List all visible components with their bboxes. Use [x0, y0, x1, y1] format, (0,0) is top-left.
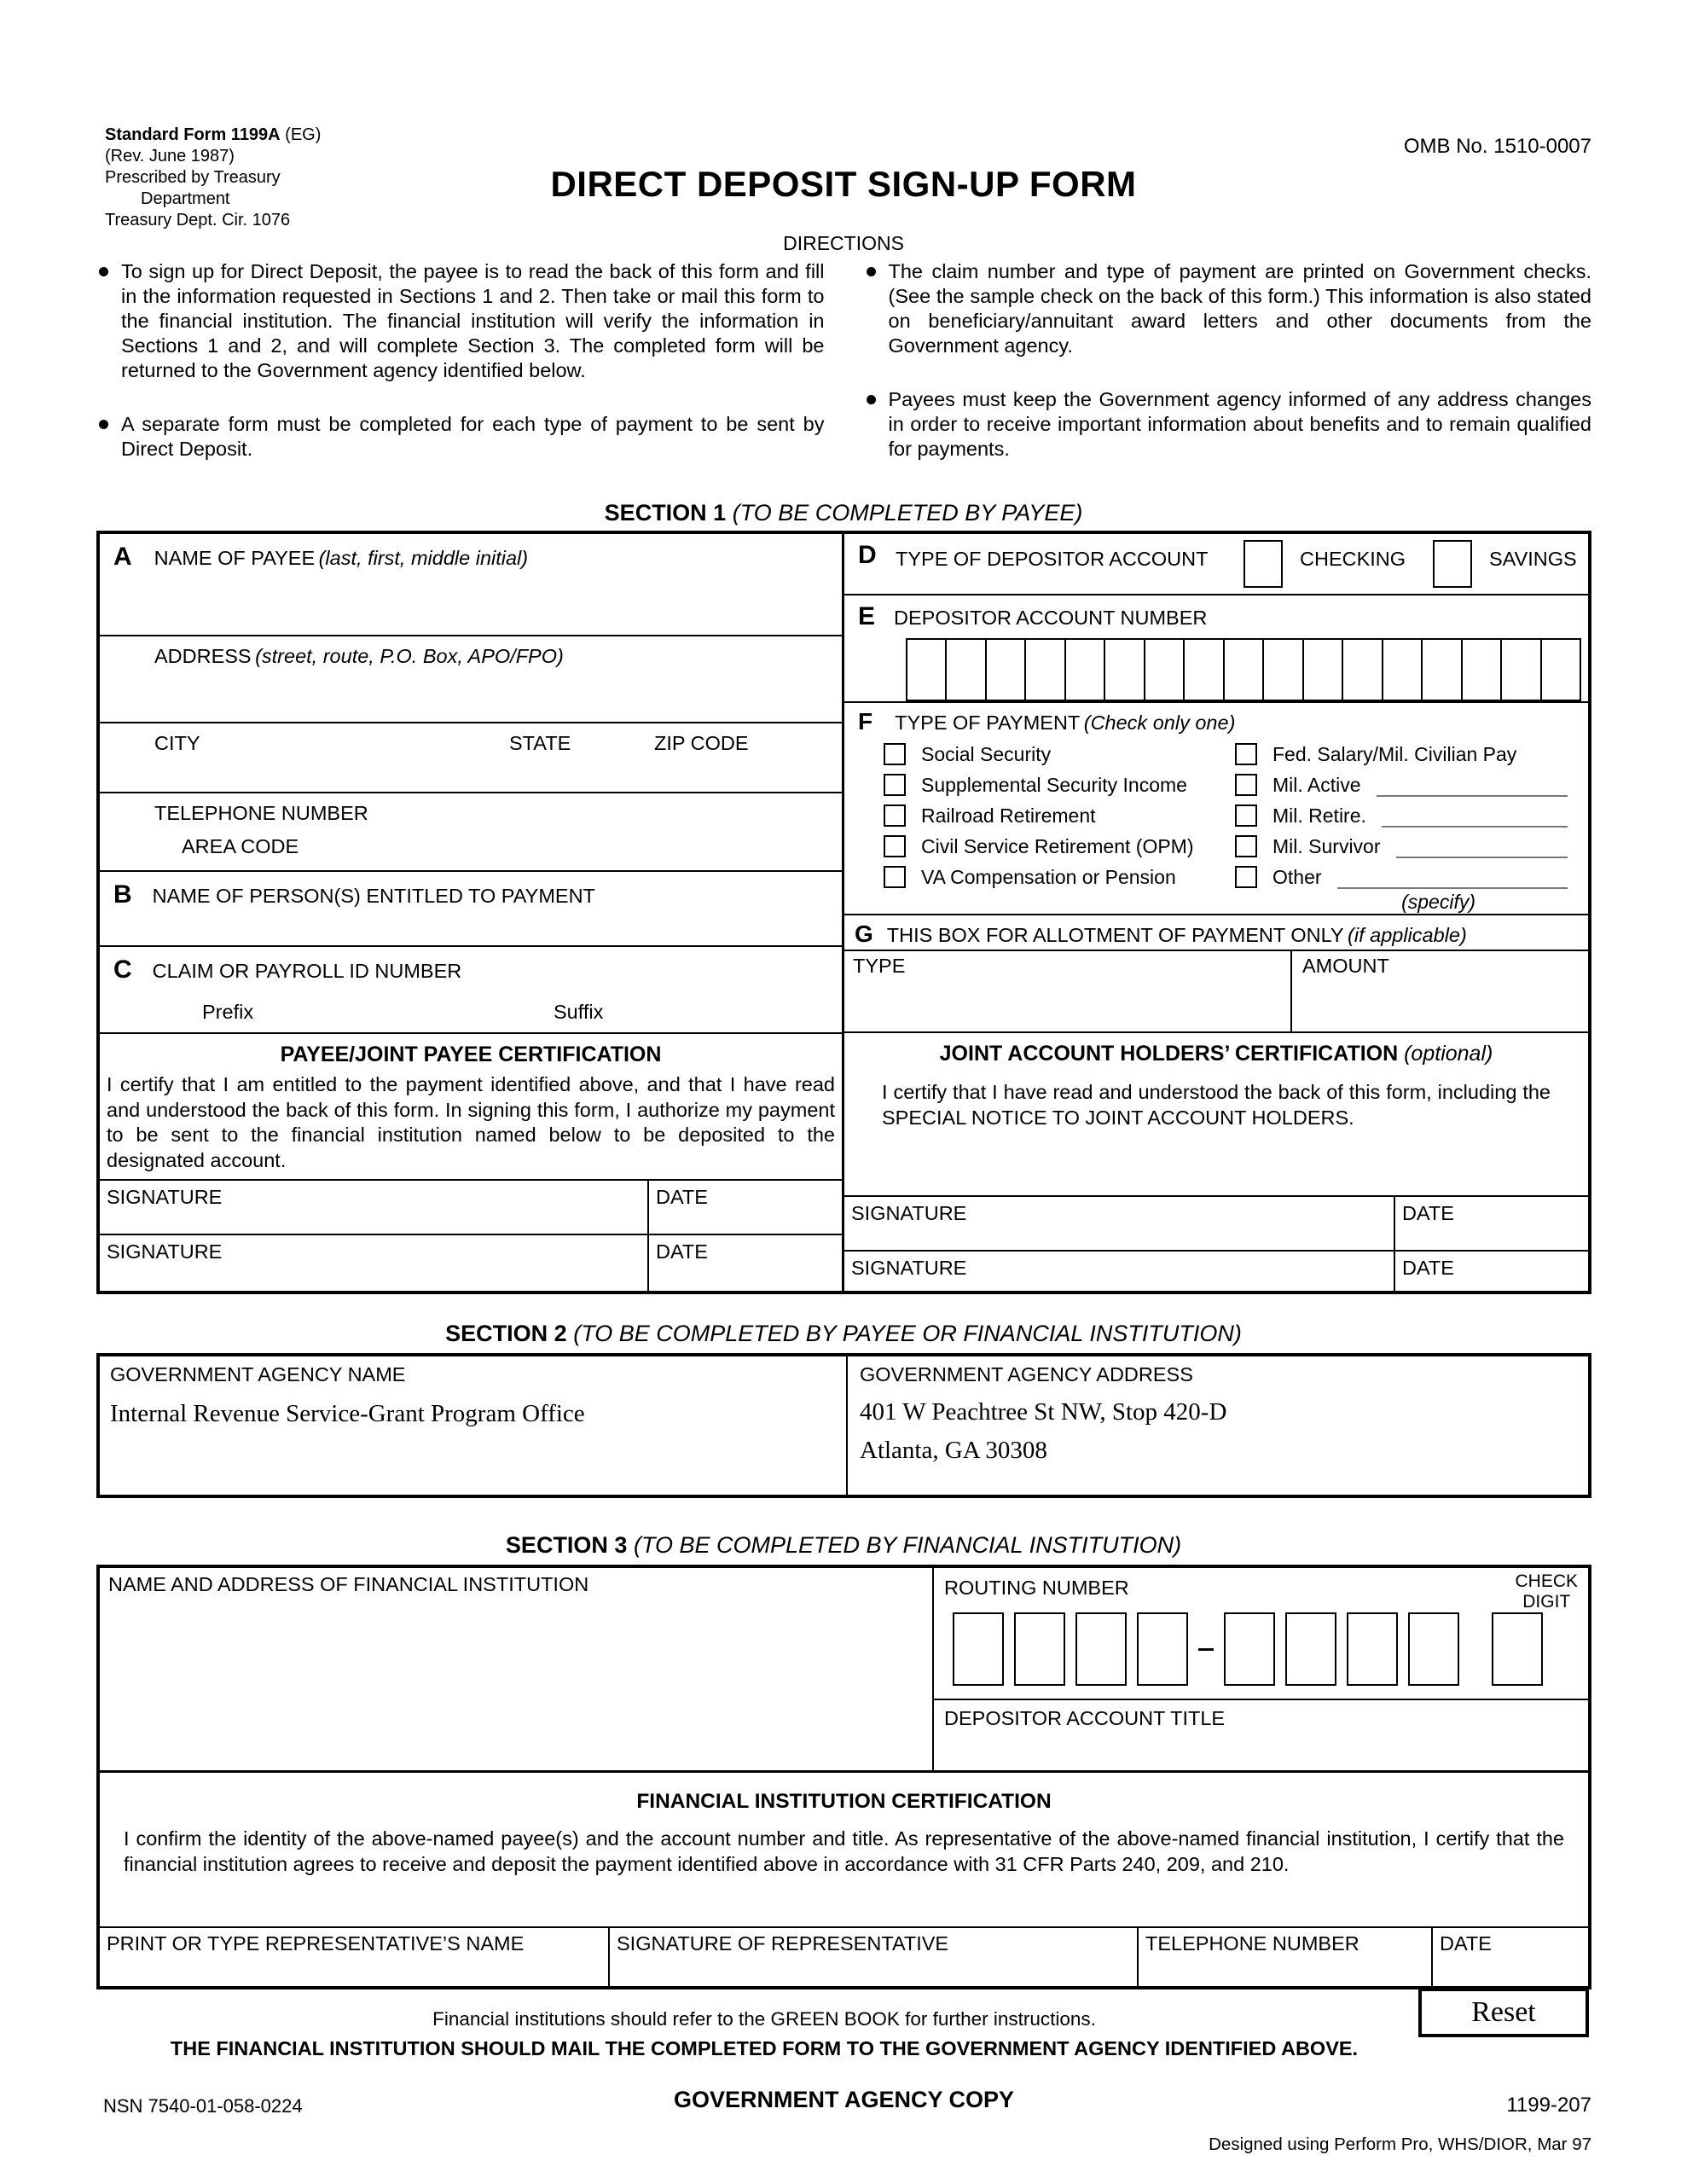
checking-label: CHECKING: [1300, 548, 1406, 570]
payee-name-label: NAME OF PAYEE: [154, 547, 316, 569]
account-number-box[interactable]: [1502, 640, 1541, 700]
directions: [96, 259, 1591, 462]
section2-heading-bold: SECTION 2: [445, 1321, 567, 1346]
section3-top-row: [100, 1568, 1588, 1773]
fi-certification-text: I confirm the identity of the above-named payee(s) and the account number and title. As representative of the above-named financial institution, I certify that the financial institution agrees to receive and deposit the payment identified above in accordance with 31 CFR Parts 240, 209, and 210.: [124, 1827, 1564, 1875]
account-number-box[interactable]: [947, 640, 986, 700]
address-field[interactable]: [100, 636, 842, 723]
agency-address-field[interactable]: [848, 1356, 1588, 1495]
direction-item: [864, 387, 1592, 462]
fi-certification-heading: FINANCIAL INSTITUTION CERTIFICATION: [636, 1790, 1052, 1813]
area-code-label: AREA CODE: [182, 835, 299, 857]
account-number-box[interactable]: [1105, 640, 1145, 700]
form-title: DIRECT DEPOSIT SIGN-UP FORM: [550, 164, 1137, 204]
joint-certification-hint: (optional): [1404, 1042, 1493, 1066]
account-number-box[interactable]: [987, 640, 1026, 700]
section3-heading-italic: (TO BE COMPLETED BY FINANCIAL INSTITUTION): [633, 1532, 1182, 1558]
routing-number-area: [934, 1568, 1588, 1700]
joint-signature-row-1: [844, 1197, 1588, 1252]
routing-number-boxes: [953, 1612, 1553, 1686]
section1-heading: [0, 500, 1687, 526]
option-label: Mil. Active: [1272, 773, 1361, 796]
depositor-account-title-label: DEPOSITOR ACCOUNT TITLE: [944, 1707, 1226, 1729]
city-label: CITY: [154, 732, 200, 754]
footer-notes: [96, 2008, 1432, 2060]
section3-heading-bold: SECTION 3: [505, 1532, 628, 1558]
routing-group-1: [953, 1612, 1198, 1686]
form-revision: (Rev. June 1987): [105, 147, 235, 166]
payment-options: [858, 739, 1588, 914]
reset-button[interactable]: Reset: [1418, 1988, 1589, 2037]
date-label: DATE: [656, 1186, 708, 1208]
account-number-box[interactable]: [1383, 640, 1423, 700]
railroad-retirement-checkbox[interactable]: [884, 804, 906, 827]
routing-digit-box[interactable]: [1347, 1612, 1398, 1686]
address-hint: (street, route, P.O. Box, APO/FPO): [255, 645, 564, 667]
mil-retire-write-in[interactable]: [1382, 807, 1568, 828]
financial-institution-label: NAME AND ADDRESS OF FINANCIAL INSTITUTION: [108, 1573, 589, 1595]
payee-certification-text: I certify that I am entitled to the payment identified above, and that I have read and understood the back of this form. In signing this form, I authorize my payment to be sent to the financial institution named below to be deposited to the designated account.: [107, 1073, 835, 1171]
account-number-box[interactable]: [1343, 640, 1383, 700]
directions-left-column: [96, 259, 825, 462]
option-label: Other: [1272, 865, 1322, 888]
account-number-box[interactable]: [1026, 640, 1065, 700]
depositor-account-number-row: [844, 595, 1588, 703]
bullet-icon: [99, 420, 108, 429]
option-mil-active: [1235, 770, 1569, 800]
signature-label: SIGNATURE: [851, 1257, 967, 1279]
bullet-icon: [867, 267, 876, 276]
prescribed-line2: Department: [141, 189, 230, 208]
depositor-account-type-row: [844, 534, 1588, 595]
date-label: DATE: [1402, 1202, 1454, 1224]
directions-heading: DIRECTIONS: [783, 232, 904, 254]
claim-number-label: CLAIM OR PAYROLL ID NUMBER: [152, 960, 462, 982]
allotment-row: [844, 915, 1588, 1033]
checking-checkbox[interactable]: [1244, 540, 1283, 588]
form-id-suffix: (EG): [280, 125, 322, 144]
agency-name-value: Internal Revenue Service-Grant Program Office: [110, 1400, 585, 1427]
account-number-label: DEPOSITOR ACCOUNT NUMBER: [894, 607, 1208, 629]
allotment-type-label: TYPE: [853, 955, 906, 977]
section2-heading-italic: (TO BE COMPLETED BY PAYEE OR FINANCIAL INSTITUTION): [573, 1321, 1242, 1346]
option-civil-service: [884, 831, 1235, 862]
option-ssi: [884, 770, 1235, 800]
section1-right-column: [844, 534, 1588, 1291]
signature-label: SIGNATURE: [107, 1186, 223, 1208]
payment-type-hint: (Check only one): [1083, 712, 1236, 734]
allotment-hint: (if applicable): [1348, 924, 1467, 946]
option-label: Mil. Retire.: [1272, 804, 1366, 827]
representative-signature-field[interactable]: [610, 1928, 1139, 1986]
routing-digit-box[interactable]: [1224, 1612, 1275, 1686]
prescribed-line3: Treasury Dept. Cir. 1076: [105, 211, 291, 229]
agency-address-line2: Atlanta, GA 30308: [860, 1437, 1047, 1464]
account-number-box[interactable]: [907, 640, 947, 700]
payee-signature-field-1[interactable]: [100, 1181, 647, 1234]
option-label: Fed. Salary/Mil. Civilian Pay: [1272, 742, 1517, 765]
routing-group-2: [1224, 1612, 1470, 1686]
joint-certification: [844, 1033, 1588, 1197]
financial-institution-certification: [100, 1773, 1588, 1928]
section3-bottom-row: [100, 1928, 1588, 1986]
fed-salary-checkbox[interactable]: [1235, 743, 1257, 765]
routing-digit-box[interactable]: [1014, 1612, 1065, 1686]
check-digit-line2: DIGIT: [1522, 1592, 1571, 1612]
va-compensation-checkbox[interactable]: [884, 866, 906, 888]
item-letter-g: G: [855, 921, 873, 947]
option-mil-survivor: [1235, 831, 1569, 862]
section1-table: [96, 531, 1591, 1294]
address-label: ADDRESS: [154, 645, 252, 667]
joint-certification-text: I certify that I have read and understood the back of this form, including the SPECIAL NOTICE TO JOINT ACCOUNT HOLDERS.: [882, 1081, 1551, 1129]
representative-date-label: DATE: [1440, 1932, 1492, 1955]
account-number-box[interactable]: [1463, 640, 1502, 700]
payee-signature-row-1: [100, 1181, 842, 1235]
type-of-payment-row: [844, 703, 1588, 915]
section3-table: [96, 1565, 1591, 1989]
designed-note: Designed using Perform Pro, WHS/DIOR, Mar 97: [1209, 2135, 1591, 2154]
option-label: Social Security: [921, 742, 1052, 765]
joint-signature-row-2: [844, 1252, 1588, 1291]
routing-digit-box[interactable]: [1408, 1612, 1459, 1686]
specify-hint: (specify): [1401, 891, 1475, 913]
telephone-label: TELEPHONE NUMBER: [154, 802, 368, 824]
option-label: Mil. Survivor: [1272, 834, 1381, 857]
section3-heading: [0, 1532, 1687, 1559]
mil-survivor-write-in[interactable]: [1396, 838, 1568, 858]
form-number: 1199-207: [1506, 2094, 1591, 2117]
allotment-cells: [844, 951, 1588, 1031]
representative-telephone-field[interactable]: [1139, 1928, 1433, 1986]
option-railroad-retirement: [884, 800, 1235, 831]
direction-text: To sign up for Direct Deposit, the payee is to read the back of this form and fill in the information requested in Sections 1 and 2. Then take or mail this form to the financial institution. The financial institution will verify the information in Sections 1 and 2, and will complete Section 3. The completed form will be returned to the Government agency identified below.: [121, 260, 825, 381]
zip-label: ZIP CODE: [654, 732, 749, 754]
bullet-icon: [99, 267, 108, 276]
option-va-compensation: [884, 862, 1235, 892]
agency-name-field[interactable]: [100, 1356, 848, 1495]
direction-item: [864, 259, 1592, 358]
payee-signature-field-2[interactable]: [100, 1235, 647, 1291]
financial-institution-field[interactable]: [100, 1568, 934, 1770]
date-label: DATE: [656, 1240, 708, 1263]
account-number-box[interactable]: [1304, 640, 1343, 700]
ssi-checkbox[interactable]: [884, 774, 906, 796]
form-id: Standard Form 1199A: [105, 125, 281, 144]
account-number-box[interactable]: [1264, 640, 1303, 700]
agency-address-label: GOVERNMENT AGENCY ADDRESS: [860, 1363, 1193, 1385]
direction-text: Payees must keep the Government agency informed of any address changes in order to receive important information about benefits and to remain qualified for payments.: [888, 388, 1591, 460]
joint-certification-heading: [844, 1042, 1588, 1066]
state-label: STATE: [509, 732, 571, 754]
joint-signature-field-2[interactable]: [844, 1252, 1394, 1291]
account-number-box[interactable]: [1066, 640, 1105, 700]
account-number-box[interactable]: [1225, 640, 1264, 700]
suffix-label: Suffix: [554, 1001, 604, 1023]
account-type-label: TYPE OF DEPOSITOR ACCOUNT: [896, 548, 1209, 570]
account-number-box[interactable]: [1145, 640, 1185, 700]
item-letter-c: C: [113, 956, 132, 984]
payee-signature-row-2: [100, 1235, 842, 1291]
routing-dash: [1198, 1648, 1214, 1651]
check-digit-line1: CHECK: [1515, 1571, 1578, 1591]
routing-digit-box[interactable]: [953, 1612, 1004, 1686]
account-number-box[interactable]: [1542, 640, 1580, 700]
representative-telephone-label: TELEPHONE NUMBER: [1145, 1932, 1359, 1955]
green-book-note: Financial institutions should refer to the GREEN BOOK for further instructions.: [432, 2008, 1096, 2030]
option-mil-retire: [1235, 800, 1569, 831]
payment-type-label: TYPE OF PAYMENT: [895, 712, 1081, 734]
prefix-label: Prefix: [202, 1001, 254, 1023]
bullet-icon: [867, 395, 876, 404]
section2-heading: [0, 1321, 1687, 1347]
representative-date-field[interactable]: [1433, 1928, 1588, 1986]
joint-date-field-2[interactable]: [1394, 1252, 1588, 1291]
allotment-label: THIS BOX FOR ALLOTMENT OF PAYMENT ONLY: [886, 924, 1344, 946]
copy-designation: GOVERNMENT AGENCY COPY: [673, 2087, 1015, 2112]
option-label: Civil Service Retirement (OPM): [921, 834, 1194, 857]
allotment-amount-label: AMOUNT: [1302, 955, 1389, 977]
item-letter-f: F: [858, 708, 873, 735]
payment-options-right: [1235, 739, 1569, 914]
check-digit-label: [1515, 1571, 1578, 1612]
mail-notice: THE FINANCIAL INSTITUTION SHOULD MAIL THE COMPLETED FORM TO THE GOVERNMENT AGENCY IDENTIFIED ABOVE.: [170, 2037, 1359, 2059]
payee-name-hint: (last, first, middle initial): [318, 547, 529, 569]
item-letter-d: D: [858, 541, 877, 569]
mil-retire-checkbox[interactable]: [1235, 804, 1257, 827]
option-label: Railroad Retirement: [921, 804, 1096, 827]
payee-certification: [100, 1034, 842, 1181]
option-social-security: [884, 739, 1235, 770]
section1-heading-bold: SECTION 1: [604, 500, 727, 526]
account-number-box[interactable]: [1423, 640, 1462, 700]
joint-date-field-1[interactable]: [1394, 1197, 1588, 1250]
other-checkbox[interactable]: [1235, 866, 1257, 888]
representative-signature-label: SIGNATURE OF REPRESENTATIVE: [617, 1932, 949, 1955]
signature-label: SIGNATURE: [107, 1240, 223, 1263]
allotment-amount-field[interactable]: [1292, 951, 1588, 1031]
payee-name-field[interactable]: [100, 534, 842, 636]
section1-heading-italic: (TO BE COMPLETED BY PAYEE): [732, 500, 1083, 526]
agency-name-label: GOVERNMENT AGENCY NAME: [110, 1363, 406, 1385]
joint-signature-field-1[interactable]: [844, 1197, 1394, 1250]
claim-number-field[interactable]: [100, 947, 842, 1034]
option-label: Supplemental Security Income: [921, 773, 1187, 796]
savings-label: SAVINGS: [1489, 548, 1577, 570]
nsn-number: NSN 7540-01-058-0224: [103, 2095, 303, 2117]
option-other: [1235, 862, 1569, 892]
payee-date-field-2[interactable]: [647, 1235, 842, 1291]
person-entitled-field[interactable]: [100, 872, 842, 947]
joint-certification-heading-text: JOINT ACCOUNT HOLDERS’ CERTIFICATION: [939, 1042, 1399, 1066]
representative-name-field[interactable]: [100, 1928, 610, 1986]
savings-checkbox[interactable]: [1433, 540, 1472, 588]
routing-column: [934, 1568, 1588, 1770]
footer-row: [96, 2082, 1591, 2124]
directions-right-column: [864, 259, 1592, 462]
payee-certification-heading: PAYEE/JOINT PAYEE CERTIFICATION: [280, 1043, 662, 1066]
prescribed-line1: Prescribed by Treasury: [105, 168, 281, 187]
other-write-in[interactable]: [1337, 868, 1568, 889]
direction-item: [96, 259, 825, 383]
option-fed-salary: [1235, 739, 1569, 770]
omb-number: OMB No. 1510-0007: [1403, 135, 1591, 158]
item-letter-a: A: [113, 543, 132, 571]
mil-active-write-in[interactable]: [1377, 776, 1568, 797]
routing-digit-box[interactable]: [1137, 1612, 1188, 1686]
representative-name-label: PRINT OR TYPE REPRESENTATIVE’S NAME: [107, 1932, 525, 1955]
section1-left-column: [100, 534, 844, 1291]
telephone-field[interactable]: [100, 793, 842, 872]
check-digit-box[interactable]: [1492, 1612, 1543, 1686]
routing-number-label: ROUTING NUMBER: [944, 1577, 1129, 1599]
option-label: VA Compensation or Pension: [921, 865, 1176, 888]
civil-service-checkbox[interactable]: [884, 835, 906, 857]
section2-table: [96, 1353, 1591, 1498]
city-state-zip-field[interactable]: [100, 723, 842, 793]
direction-item: [96, 412, 825, 462]
social-security-checkbox[interactable]: [884, 743, 906, 765]
item-letter-e: E: [858, 602, 876, 630]
item-letter-b: B: [113, 880, 132, 909]
allotment-type-field[interactable]: [844, 951, 1292, 1031]
person-entitled-label: NAME OF PERSON(S) ENTITLED TO PAYMENT: [152, 885, 595, 907]
allotment-heading: [844, 915, 1588, 951]
direction-text: The claim number and type of payment are printed on Government checks. (See the sample check on the back of this form.) This information is also stated on beneficiary/annuitant award letters and other documents from the Government agency.: [888, 260, 1591, 357]
mil-active-checkbox[interactable]: [1235, 774, 1257, 796]
direction-text: A separate form must be completed for each type of payment to be sent by Direct Deposit.: [121, 413, 825, 460]
account-number-box[interactable]: [1185, 640, 1224, 700]
payment-options-left: [884, 739, 1235, 914]
routing-digit-box[interactable]: [1285, 1612, 1336, 1686]
routing-digit-box[interactable]: [1075, 1612, 1127, 1686]
payee-date-field-1[interactable]: [647, 1181, 842, 1234]
mil-survivor-checkbox[interactable]: [1235, 835, 1257, 857]
account-number-boxes: [906, 638, 1581, 701]
signature-label: SIGNATURE: [851, 1202, 967, 1224]
depositor-account-title-field[interactable]: [934, 1700, 1588, 1770]
date-label: DATE: [1402, 1257, 1454, 1279]
agency-address-line1: 401 W Peachtree St NW, Stop 420-D: [860, 1398, 1227, 1426]
